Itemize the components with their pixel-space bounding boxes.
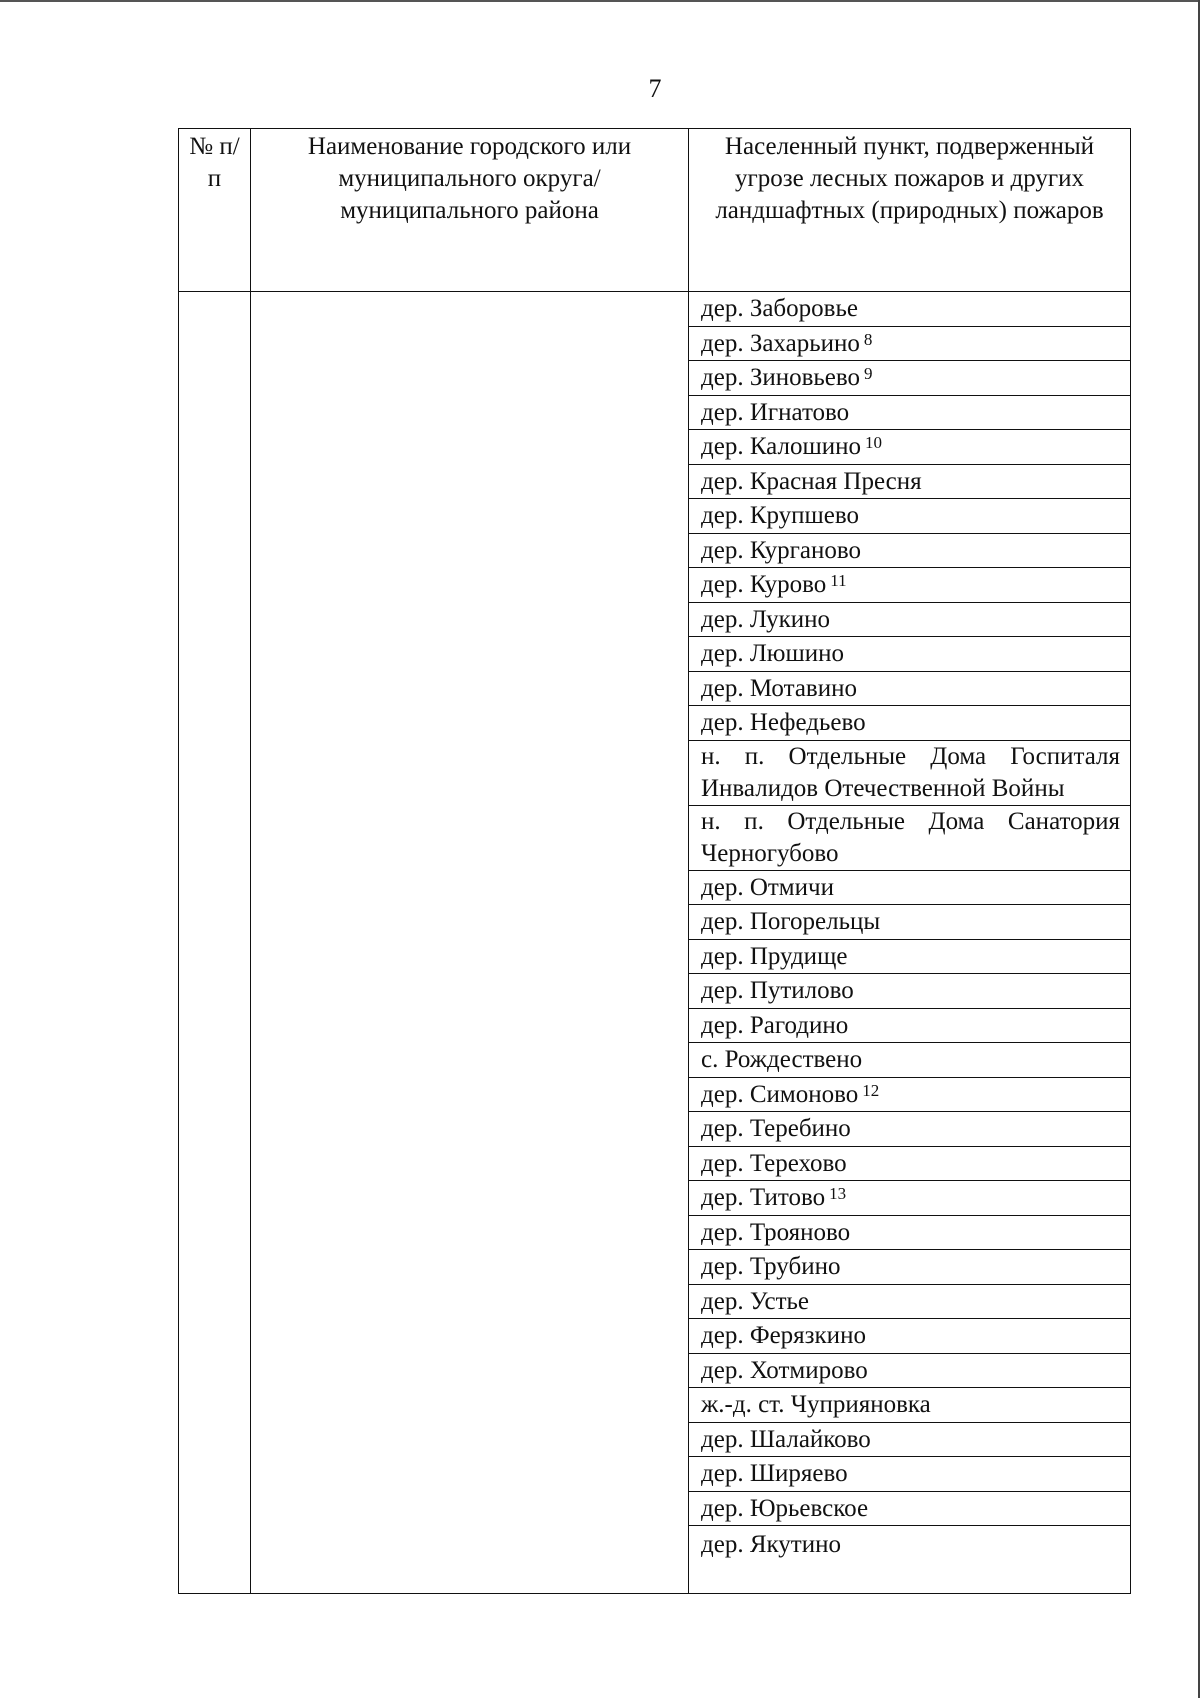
settlement-cell [689,292,1131,327]
table-body [179,292,1131,1594]
footnote-mark: 11 [830,571,847,591]
settlement-name: дер. Трубино [701,1253,841,1281]
footnote-mark: 9 [864,364,873,384]
scan-edge-top [0,0,1200,2]
settlement-cell [689,1353,1131,1388]
settlement-cell [689,1077,1131,1112]
settlement-name: дер. Хотмирово [701,1356,868,1384]
settlement-cell [689,1422,1131,1457]
number-cell [179,292,251,1594]
settlement-cell [689,706,1131,741]
settlement-name: дер. Курганово [701,536,861,564]
settlement-name: дер. Крупшево [701,502,860,530]
settlement-cell [689,602,1131,637]
settlement-name: дер. Ферязкино [701,1322,866,1350]
header-number: № п/п [179,129,251,292]
settlement-name: дер. Нефедьево [701,709,866,737]
settlement-name: дер. Титово [701,1184,826,1212]
settlement-cell [689,1388,1131,1423]
settlement-cell [689,1526,1131,1594]
settlement-name: дер. Путилово [701,977,854,1005]
settlement-name: дер. Терехово [701,1149,847,1177]
settlement-cell [689,1112,1131,1147]
footnote-mark: 10 [864,433,882,453]
table-row [179,292,1131,327]
header-settlement: Населенный пункт, подверженный угрозе лесных пожаров и других ландшафтных (природных) пожаров [689,129,1131,292]
settlement-cell [689,870,1131,905]
settlement-cell [689,430,1131,465]
settlement-name: дер. Заборовье [701,295,858,323]
settlement-cell [689,326,1131,361]
settlement-name: дер. Рагодино [701,1011,849,1039]
settlement-name: дер. Симоново [701,1080,859,1108]
settlement-cell [689,1043,1131,1078]
settlement-name: дер. Мотавино [701,674,857,702]
header-district: Наименование городского или муниципального округа/муниципального района [251,129,689,292]
settlement-cell [689,1250,1131,1285]
settlement-cell [689,533,1131,568]
settlements-table [178,128,1131,1594]
settlement-name: дер. Якутино [701,1531,841,1558]
settlement-name: дер. Отмичи [701,873,834,901]
settlement-name: ж.-д. ст. Чуприяновка [701,1391,931,1419]
settlement-cell [689,568,1131,603]
settlement-cell [689,905,1131,940]
footnote-mark: 8 [863,329,873,349]
settlement-name: дер. Курово [701,571,827,599]
settlement-name: дер. Шалайково [701,1425,871,1453]
settlement-name: дер. Люшино [701,640,844,668]
footnote-mark: 12 [862,1080,880,1100]
settlement-name: дер. Теребино [701,1115,851,1143]
settlement-cell [689,671,1131,706]
page-number: 7 [648,74,662,103]
district-cell [251,292,689,1594]
settlement-cell [689,499,1131,534]
settlement-name: с. Рождествено [701,1046,863,1074]
settlement-name: дер. Погорельцы [701,908,881,936]
settlement-name: дер. Красная Пресня [701,467,922,495]
settlement-name: дер. Зиновьево [701,364,861,392]
settlement-cell [689,740,1131,805]
settlement-cell [689,805,1131,870]
settlement-cell [689,361,1131,396]
settlement-name: дер. Калошино [701,433,861,461]
settlement-name: н. п. Отдельные Дома Госпиталя Инвалидов Отечественной Войны [701,742,1120,802]
settlement-name: н. п. Отдельные Дома Санатория Черногубово [701,807,1120,867]
footnote-mark: 13 [829,1184,847,1204]
settlement-cell [689,1457,1131,1492]
settlement-name: дер. Ширяево [701,1460,848,1488]
settlement-cell [689,1284,1131,1319]
table-header [179,129,1131,292]
settlement-name: дер. Устье [701,1287,810,1315]
settlement-cell [689,1215,1131,1250]
settlement-name: дер. Прудище [701,942,848,970]
settlement-cell [689,1319,1131,1354]
settlement-cell [689,464,1131,499]
settlement-cell [689,1146,1131,1181]
settlement-cell [689,395,1131,430]
settlement-cell [689,1181,1131,1216]
settlement-cell [689,939,1131,974]
settlement-name: дер. Захарьино [701,329,860,357]
settlement-cell [689,1008,1131,1043]
settlement-name: дер. Юрьевское [701,1494,869,1522]
settlement-cell [689,1491,1131,1526]
settlement-cell [689,637,1131,672]
settlement-name: дер. Игнатово [701,398,850,426]
settlement-name: дер. Трояново [701,1218,851,1246]
settlement-cell [689,974,1131,1009]
header-row [179,129,1131,292]
settlement-name: дер. Лукино [701,605,831,633]
